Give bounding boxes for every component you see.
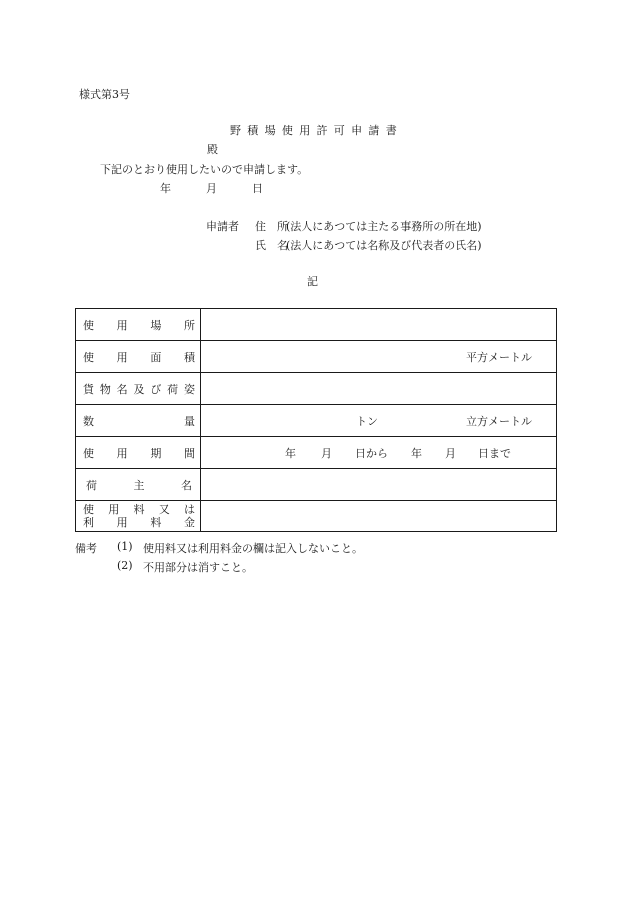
applicant-label: 申請者: [206, 220, 239, 233]
name-note: (法人にあつては名称及び代表者の氏名): [286, 239, 482, 252]
label-char: 量: [184, 414, 195, 428]
label-char: 及: [133, 382, 145, 396]
date-day: 日: [252, 182, 263, 195]
label-char: 面: [150, 350, 162, 364]
label-char: 用: [116, 516, 128, 529]
label-char: 所: [183, 318, 195, 332]
consignor-field[interactable]: [201, 469, 557, 501]
note-1-mark: (1): [117, 540, 133, 553]
addressee-suffix: 殿: [207, 143, 218, 156]
row-label-cargo: [76, 373, 201, 405]
table-row: [76, 341, 557, 373]
address-note: (法人にあつては主たる事務所の所在地): [286, 220, 482, 233]
date-year: 年: [160, 182, 171, 195]
row-label-period: [76, 437, 201, 469]
label-char: 用: [116, 350, 128, 364]
label-char: 積: [183, 350, 195, 364]
label-char: 利: [83, 516, 94, 529]
label-char: び: [150, 382, 162, 396]
row-label-usage-area: [76, 341, 201, 373]
table-row: [76, 501, 557, 532]
label-char: 姿: [183, 382, 195, 396]
note-2-mark: (2): [117, 559, 133, 572]
label-char: 用: [116, 318, 128, 332]
table-row: [76, 405, 557, 437]
unit-square-meter: 平方メートル: [466, 351, 532, 364]
usage-place-field[interactable]: [201, 309, 557, 341]
form-number: 様式第3号: [79, 88, 130, 101]
period-field[interactable]: [201, 437, 557, 469]
row-label-quantity: [76, 405, 201, 437]
label-char: 名: [181, 478, 192, 492]
row-label-consignor: [76, 469, 201, 501]
label-char: 荷: [86, 478, 97, 492]
document-title: 野積場使用許可申請書: [230, 124, 403, 137]
address-label: 住 所: [255, 220, 288, 233]
date-line: [160, 180, 263, 196]
label-char: 使: [83, 350, 94, 364]
table-row: [76, 309, 557, 341]
table-row: [76, 373, 557, 405]
label-char: 貨: [83, 382, 94, 396]
row-label-usage-place: [76, 309, 201, 341]
date-month: 月: [206, 182, 217, 195]
name-label: 氏 名: [255, 239, 288, 252]
period-day-from: 日から: [355, 447, 388, 460]
period-day-to: 日まで: [478, 447, 511, 460]
label-char: 料: [150, 516, 162, 529]
label-char: 使: [83, 446, 94, 460]
intro-text: 下記のとおり使用したいので申請します。: [100, 163, 309, 176]
label-char: 主: [133, 478, 145, 492]
label-char: 荷: [167, 382, 179, 396]
usage-area-field[interactable]: [201, 341, 557, 373]
label-char: 場: [150, 318, 162, 332]
period-year-from: 年: [285, 447, 296, 460]
label-char: 物: [99, 382, 111, 396]
period-month-to: 月: [445, 447, 456, 460]
period-month-from: 月: [321, 447, 332, 460]
label-char: 名: [116, 382, 128, 396]
table-row: [76, 469, 557, 501]
application-table: [75, 308, 557, 532]
label-char: 使: [83, 503, 94, 516]
label-char: 金: [183, 516, 195, 529]
label-char: 数: [83, 414, 94, 428]
label-char: 使: [83, 318, 94, 332]
label-char: 料: [133, 503, 145, 516]
label-char: は: [184, 503, 195, 516]
unit-cubic-meter: 立方メートル: [466, 415, 532, 428]
label-char: 用: [116, 446, 128, 460]
note-1-text: 使用料又は利用料金の欄は記入しないこと。: [143, 542, 363, 555]
row-label-fee: [76, 501, 201, 532]
period-year-to: 年: [411, 447, 422, 460]
table-row: [76, 437, 557, 469]
ki-mark: 記: [307, 275, 318, 288]
label-char: 期: [150, 446, 162, 460]
label-char: 又: [158, 503, 170, 516]
fee-field[interactable]: [201, 501, 557, 532]
note-2-text: 不用部分は消すこと。: [143, 561, 253, 574]
unit-ton: トン: [356, 415, 378, 428]
cargo-field[interactable]: [201, 373, 557, 405]
label-char: 用: [108, 503, 120, 516]
label-char: 間: [183, 446, 195, 460]
quantity-field[interactable]: [201, 405, 557, 437]
notes-label: 備考: [75, 542, 97, 555]
